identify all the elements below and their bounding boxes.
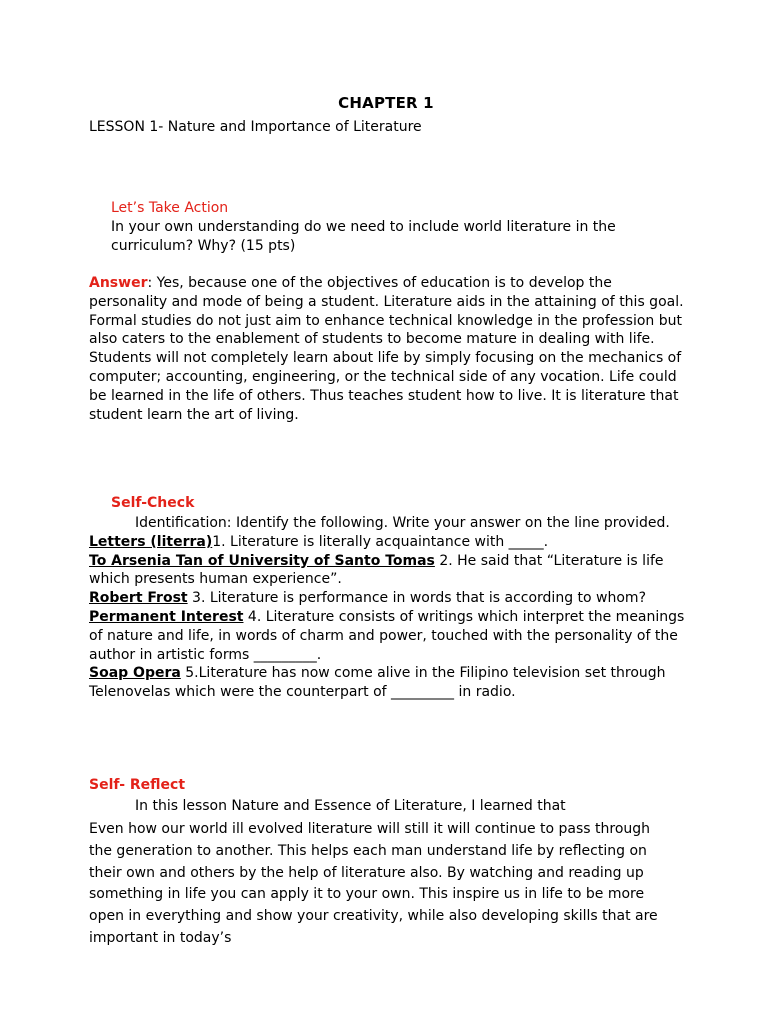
self-check-answer: Soap Opera (89, 665, 181, 682)
self-check-instruction: Identification: Identify the following. Write your answer on the line provided. (135, 515, 670, 531)
lesson-title: LESSON 1- Nature and Importance of Literature (89, 119, 422, 135)
self-check-question: 1. Literature is literally acquaintance with _____. (212, 533, 549, 550)
answer-paragraph (89, 274, 689, 424)
self-reflect-text: Even how our world ill evolved literature will still it will continue to pass through the generation to another. This helps each man understand life by reflecting on their own and others by the help of literature also. By watching and reading up something in life you can apply it to your own. This inspire us in life to be more open in everything and show your creativity, while also developing skills that are important in today’s (89, 821, 658, 946)
self-check-item (89, 552, 689, 590)
self-reflect-body (89, 819, 674, 950)
take-action-heading: Let’s Take Action (111, 200, 229, 216)
answer-label: Answer (89, 275, 148, 291)
self-check-question: 3. Literature is performance in words that is according to whom? (187, 590, 646, 607)
self-reflect-heading: Self- Reflect (89, 777, 186, 793)
self-check-answer: Robert Frost (89, 590, 188, 607)
chapter-title: CHAPTER 1 (338, 94, 434, 112)
self-check-item (89, 664, 689, 702)
question-text: In your own understanding do we need to include world literature in the curriculum? Why? (15 pts) (111, 219, 616, 254)
self-check-item (89, 533, 689, 552)
self-check-question: 4. Literature consists of writings which interpret the meanings of nature and life, in words of charm and power, touched with the personality of the author in artistic forms _________. (89, 608, 685, 663)
self-check-question: 2. He said that “Literature is life which presents human experience”. (89, 552, 664, 588)
self-check-answer: To Arsenia Tan of University of Santo Tomas (89, 552, 435, 569)
self-check-section (89, 514, 689, 702)
self-check-item (89, 608, 689, 664)
self-check-answer: Letters (literra) (89, 533, 213, 550)
self-check-item (89, 589, 689, 608)
answer-text: : Yes, because one of the objectives of education is to develop the personality and mode of being a student. Literature aids in the attaining of this goal. Formal studies do not just aim to enhance technical knowledge in the profession but also caters to the enablement of students to become mature in dealing with life. Students will not completely learn about life by simply focusing on the mechanics of computer; accounting, engineering, or the technical side of any vocation. Life could be learned in the life of others. Thus teaches student how to live. It is literature that student learn the art of living. (89, 275, 684, 423)
self-check-answer: Permanent Interest (89, 608, 244, 625)
self-check-heading: Self-Check (111, 495, 195, 511)
self-reflect-intro: In this lesson Nature and Essence of Literature, I learned that (135, 798, 566, 814)
self-check-question: 5.Literature has now come alive in the Filipino television set through Telenovelas which were the counterpart of _________ in radio. (89, 665, 666, 701)
take-action-question (89, 218, 689, 256)
